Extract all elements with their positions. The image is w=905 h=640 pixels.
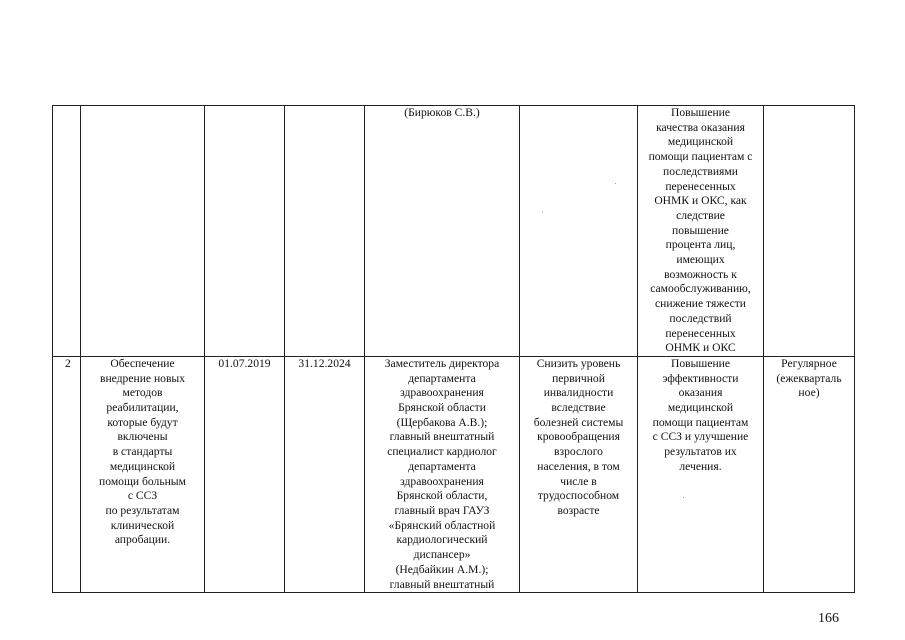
scan-speck [542,212,543,213]
target-indicator-cell: Снизить уровень первичной инвалидности вследствие болезней системы кровообращения взрослого населения, в том числе в трудоспособном возрасте [520,356,638,592]
periodicity-cell: Регулярное (ежекварталь ное) [764,356,855,592]
target-indicator-cell [520,106,638,357]
task-cell [81,106,205,357]
plan-table [52,105,855,593]
expected-result-cell: Повышение эффективности оказания медицинской помощи пациентам с ССЗ и улучшение результатов их лечения. [638,356,764,592]
end-date-cell [285,106,365,357]
periodicity-cell [764,106,855,357]
responsible-cell: (Бирюков С.В.) [365,106,520,357]
end-date-cell: 31.12.2024 [285,356,365,592]
task-cell: Обеспечение внедрение новых методов реабилитации, которые будут включены в стандарты медицинской помощи больным с ССЗ по результатам клинической апробации. [81,356,205,592]
expected-result-cell: Повышение качества оказания медицинской помощи пациентам с последствиями перенесенных ОНМК и ОКС, как следствие повышение процента лиц, имеющих возможность к самообслуживанию, снижение тяжести последствий перенесенных ОНМК и ОКС [638,106,764,357]
scan-speck [615,183,616,184]
start-date-cell [205,106,285,357]
scan-speck [683,497,684,498]
row-number-cell: 2 [53,356,81,592]
table-row [53,106,855,357]
page-number: 166 [818,611,839,626]
table-row [53,356,855,592]
row-number-cell [53,106,81,357]
start-date-cell: 01.07.2019 [205,356,285,592]
responsible-cell: Заместитель директора департамента здравоохранения Брянской области (Щербакова А.В.); главный внештатный специалист кардиолог департамента здравоохранения Брянской области, главный врач ГАУЗ «Брянский областной кардиологический диспансер» (Недбайкин А.М.); главный внештатный [365,356,520,592]
